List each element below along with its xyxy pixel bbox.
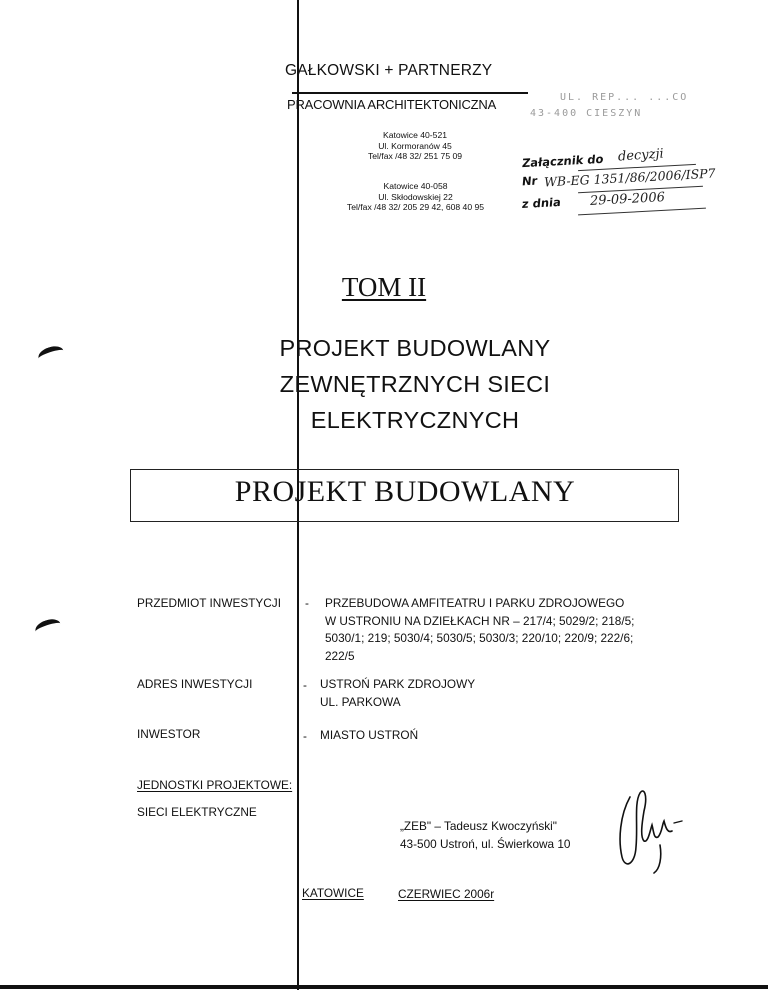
- subject-line-3: 5030/1; 219; 5030/4; 5030/5; 5030/3; 220/10; 220/9; 222/6;: [325, 631, 634, 645]
- volume-title: [0, 272, 768, 303]
- address-1-line-1: Katowice 40-521: [382, 130, 448, 140]
- address-block-2: [318, 181, 513, 213]
- subtitle-line-2: ZEWNĘTRZNYCH SIECI: [279, 371, 551, 397]
- punch-mark-upper: [36, 343, 65, 365]
- subject-line-1: PRZEBUDOWA AMFITEATRU I PARKU ZDROJOWEGO: [325, 596, 625, 610]
- stamp-faint-line-1: UL. REP... ...CO: [560, 92, 689, 103]
- stamp-label-date: z dnia: [521, 194, 562, 212]
- subject-value: [325, 595, 634, 665]
- design-units-heading: JEDNOSTKI PROJEKTOWE:: [137, 778, 293, 792]
- address-value-line-1: USTROŃ PARK ZDROJOWY: [320, 677, 476, 691]
- punch-mark-lower: [33, 616, 62, 638]
- signature-mark: [600, 785, 690, 875]
- designer-line-2: 43-500 Ustroń, ul. Świerkowa 10: [400, 836, 571, 851]
- studio-name: PRACOWNIA ARCHITEKTONICZNA: [287, 97, 497, 112]
- address-value: [320, 676, 475, 711]
- stamp-hand-date: 29-09-2006: [589, 190, 666, 209]
- designer-block: [400, 818, 571, 853]
- address-1-line-3: Tel/fax /48 32/ 251 75 09: [367, 151, 463, 161]
- firm-name: GAŁKOWSKI + PARTNERZY: [285, 62, 493, 79]
- volume-title-text: TOM II: [341, 272, 427, 302]
- address-2-line-1: Katowice 40-058: [383, 181, 448, 191]
- stamp-bottom-underline: [578, 208, 706, 216]
- design-discipline: SIECI ELEKTRYCZNE: [137, 805, 257, 819]
- stamp-label-number: Nr: [521, 173, 538, 189]
- firm-underline: [292, 92, 528, 94]
- investor-label: INWESTOR: [137, 727, 201, 741]
- address-1-line-2: Ul. Kormoranów 45: [378, 140, 452, 151]
- project-type-title: PROJEKT BUDOWLANY: [234, 475, 576, 508]
- address-dash: -: [303, 678, 307, 692]
- stamp-hand-attachment: decyzji: [617, 146, 665, 165]
- investor-value: MIASTO USTROŃ: [320, 728, 419, 742]
- bottom-rule: [0, 985, 768, 989]
- subtitle-line-3: ELEKTRYCZNYCH: [310, 407, 520, 433]
- stamp-label-attachment: Załącznik do: [521, 151, 605, 171]
- subject-line-2: W USTRONIU NA DZIEŁKACH NR – 217/4; 5029/2; 218/5;: [325, 613, 635, 628]
- designer-line-1: „ZEB" – Tadeusz Kwoczyński": [400, 819, 557, 833]
- address-label: ADRES INWESTYCJI: [137, 677, 253, 691]
- address-block-1: [330, 130, 500, 162]
- subtitle-line-1: PROJEKT BUDOWLANY: [279, 335, 551, 361]
- address-value-line-2: UL. PARKOWA: [320, 694, 401, 709]
- address-2-line-3: Tel/fax /48 32/ 205 29 42, 608 40 95: [346, 202, 485, 212]
- footer-date: CZERWIEC 2006r: [398, 887, 495, 901]
- address-2-line-2: Ul. Skłodowskiej 22: [378, 191, 453, 202]
- subject-label: PRZEDMIOT INWESTYCJI: [137, 596, 281, 610]
- stamp-faint-line-2: 43-400 CIESZYN: [530, 108, 643, 119]
- subject-line-4: 222/5: [325, 648, 355, 663]
- investor-dash: -: [303, 729, 307, 743]
- stamp-hand-number: WB-EG 1351/86/2006/ISP7: [543, 165, 716, 190]
- subject-dash: -: [305, 596, 309, 610]
- footer-city: KATOWICE: [302, 886, 364, 900]
